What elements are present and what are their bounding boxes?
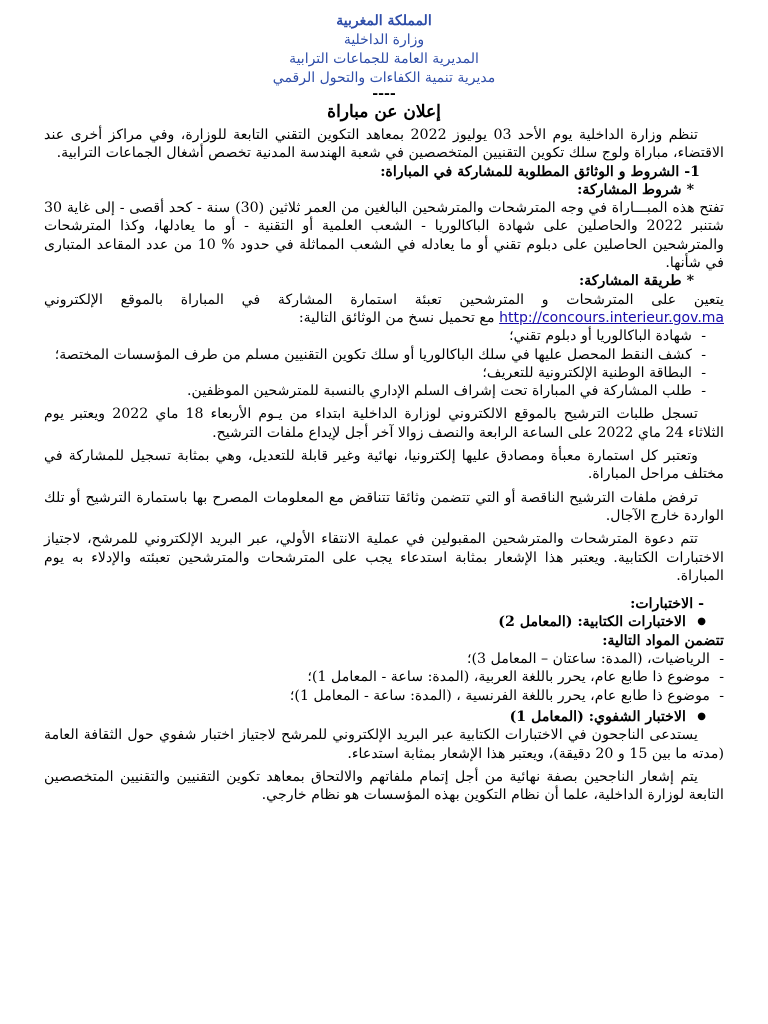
list-item: - طلب المشاركة في المباراة تحت إشراف السلم الإداري بالنسبة للمترشحين الموظفين. <box>44 382 706 400</box>
list-item: - موضوع ذا طابع عام، يحرر باللغة العربية، (المدة: ساعة - المعامل 1)؛ <box>44 668 724 686</box>
subjects-heading: تتضمن المواد التالية: <box>602 632 724 649</box>
rejection-paragraph: ترفض ملفات الترشيح الناقصة أو التي تتضمن وثائقا تتناقض مع المعلومات المصرح بها باستمارة الترشيح أو تلك الواردة خارج الآجال. <box>44 489 724 524</box>
invitation-paragraph: تتم دعوة المترشحات والمترشحين المقبولين في عملية الانتقاء الأولي، عبر البريد الإلكتروني للمرشح، لاجتياز الاختبارات الكتابية. ويعتبر هذا الإشعار بمثابة استدعاء يجب على المترشحات والمترشحين تعبئته والإدلاء به يوم المباراة. <box>44 531 724 584</box>
section-1-heading: 1- الشروط و الوثائق المطلوبة للمشاركة في المباراة: <box>380 163 700 180</box>
final-paragraph: يتم إشعار الناجحين بصفة نهائية من أجل إتمام ملفاتهم والالتحاق بمعاهد تكوين التقنيين والتقنيين المتخصصين التابعة لوزارة الداخلية، علما أن نظام التكوين بهذه المؤسسات هو نظام خارجي. <box>44 768 724 804</box>
oral-exam-heading: ● الاختبار الشفوي: (المعامل 1) <box>44 708 706 726</box>
directorate-name: مديرية تنمية الكفاءات والتحول الرقمي <box>272 70 496 86</box>
conditions-heading: * شروط المشاركة: <box>577 181 694 198</box>
method-heading: * طريقة المشاركة: <box>578 273 694 290</box>
written-exam-heading: ● الاختبارات الكتابية: (المعامل 2) <box>44 613 706 631</box>
form-validity-paragraph: وتعتبر كل استمارة معبأة ومصادق عليها إلكترونيا، نهائية وغير قابلة للتعديل، وهي بمثابة تسجيل للمشاركة في مختلف مراحل المباراة. <box>44 448 724 483</box>
letterhead <box>44 12 724 88</box>
list-item: - شهادة الباكالوريا أو دبلوم تقني؛ <box>44 327 706 345</box>
ministry-name: وزارة الداخلية <box>343 32 425 48</box>
written-exam-list <box>44 613 724 631</box>
documents-list <box>44 327 724 400</box>
list-item: - موضوع ذا طابع عام، يحرر باللغة الفرنسية ، (المدة: ساعة - المعامل 1)؛ <box>44 687 724 705</box>
subjects-list <box>44 650 724 705</box>
concours-website-link[interactable]: http://concours.interieur.gov.ma <box>499 309 724 326</box>
oral-exam-list <box>44 708 724 726</box>
list-item: - الرياضيات، (المدة: ساعتان – المعامل 3)؛ <box>44 650 724 668</box>
method-text-after: مع تحميل نسخ من الوثائق التالية: <box>298 309 495 326</box>
page-title: إعلان عن مباراة <box>327 102 441 122</box>
oral-exam-paragraph: يستدعى الناجحون في الاختبارات الكتابية عبر البريد الإلكتروني للمرشح لاجتياز اختبار شفوي حول الثقافة العامة (مدته ما بين 15 و 20 دقيقة)، ويعتبر هذا الإشعار بمثابة استدعاء. <box>44 727 724 762</box>
header-separator: ---- <box>372 86 396 102</box>
registration-paragraph: تسجل طلبات الترشيح بالموقع الالكتروني لوزارة الداخلية ابتداء من يـوم الأربعاء 18 ماي 2022 ويعتبر يوم الثلاثاء 24 ماي 2022 على الساعة الرابعة والنصف زوالا آخر أجل لإيداع ملفات الترشيح. <box>44 406 724 441</box>
list-item: - كشف النقط المحصل عليها في سلك الباكالوريا أو سلك تكوين التقنيين مسلم من طرف المؤسسات المختصة؛ <box>44 346 706 364</box>
conditions-paragraph: تفتح هذه المبـــاراة في وجه المترشحات والمترشحين البالغين من العمر ثلاثين (30) سنة - كحد أقصى - إلى غاية 30 شتنبر 2022 والحاصلين على شهادة الباكالوريا - الشعب العلمية أو التقنية - أو ما يعادلها، وكذا المترشحات والمترشحين الحاصلين على دبلوم تقني أو ما يعادله في الشعب المماثلة في حدود % 10 من عدد المقاعد المتبارى في شأنها. <box>44 200 725 272</box>
kingdom-name: المملكة المغربية <box>336 13 432 29</box>
exams-heading: - الاختبارات: <box>630 596 704 613</box>
list-item: - البطاقة الوطنية الإلكترونية للتعريف؛ <box>44 364 706 382</box>
intro-paragraph: تنظم وزارة الداخلية يوم الأحد 03 يوليوز 2022 بمعاهد التكوين التقني التابعة للوزارة، وفي مراكز أخرى عند الاقتضاء، مباراة ولوج سلك تكوين التقنيين المتخصصين في شعبة الهندسة المدنية تخصص أشغال الجماعات الترابية. <box>44 127 724 162</box>
directorate-general-name: المديرية العامة للجماعات الترابية <box>289 51 479 67</box>
method-paragraph <box>44 291 724 328</box>
method-text-before: يتعين على المترشحات و المترشحين تعبئة استمارة المشاركة في المباراة بالموقع الإلكتروني <box>44 291 724 308</box>
